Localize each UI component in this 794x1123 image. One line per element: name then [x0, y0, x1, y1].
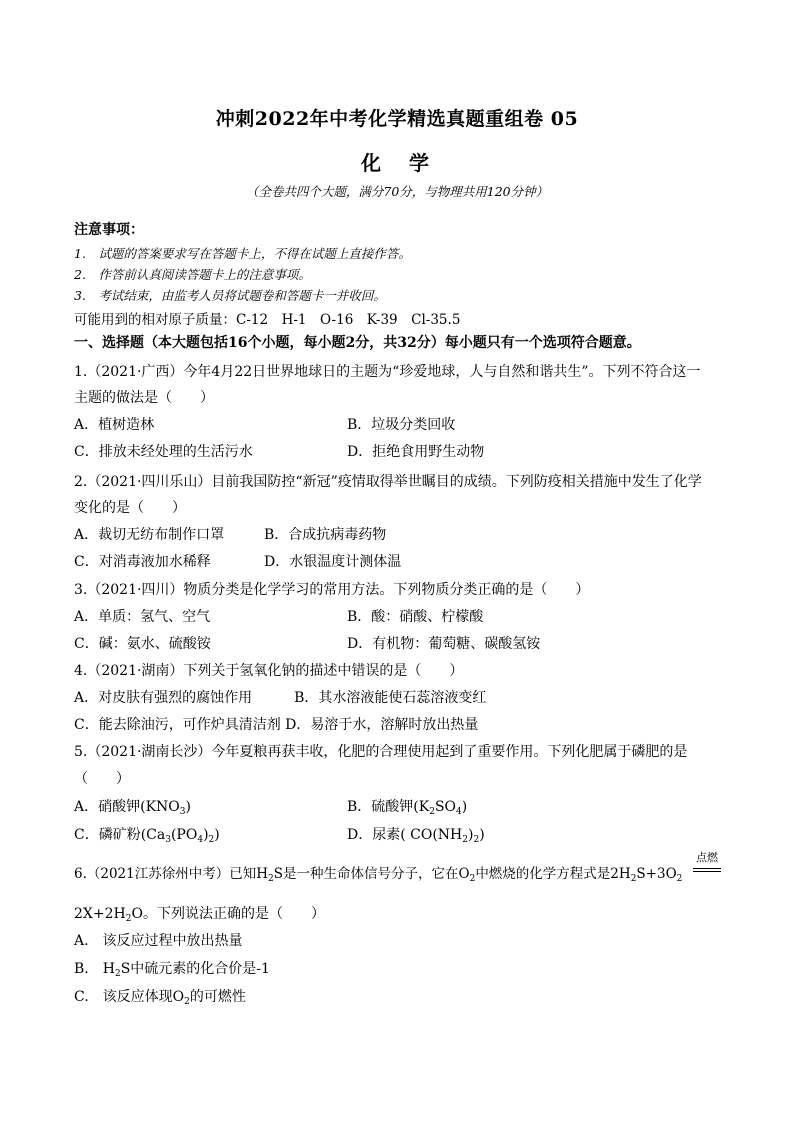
subject-title: 化 学	[361, 151, 433, 175]
q5-stem-line2: （ ）	[74, 771, 130, 787]
q1-option-a: A．植树造林	[74, 417, 155, 433]
q5-option-d: D．尿素( $CO(NH_2)_2$)	[347, 827, 485, 845]
q2-option-a: A．裁切无纺布制作口罩	[74, 527, 225, 543]
q1-options-row1	[74, 415, 724, 435]
notice-heading: 注意事项：	[74, 222, 144, 238]
q2-options-row2	[74, 552, 724, 572]
q1-options-row2	[74, 442, 724, 462]
q4-options-ab: A．对皮肤有强烈的腐蚀作用 B．其水溶液能使石蕊溶液变红	[74, 690, 487, 706]
reaction-condition-label: 点燃	[696, 851, 718, 864]
q5-option-b: B．硫酸钾$(K_2SO_4)$	[347, 799, 468, 817]
q5-options-row1	[74, 797, 724, 822]
section1-heading: 一、选择题（本大题包括16个小题，每小题2分，共32分）每小题只有一个选项符合题意。	[74, 335, 641, 351]
q6-stem-line1: 6.（2021江苏徐州中考）已知$H_2S$是一种生命体信号分子，它在$O_2$中燃烧的化学方程式是$2H_2S+3O_2$	[74, 866, 683, 884]
exam-info: （全卷共四个大题，满分70分，与物理共用120分钟）	[245, 184, 549, 199]
q3-option-d: D．有机物：葡萄糖、碳酸氢铵	[347, 636, 541, 652]
equation-equals-line-bottom	[693, 871, 721, 872]
q3-options-row2	[74, 634, 724, 654]
page-title: 冲刺2022年中考化学精选真题重组卷 05	[215, 108, 579, 130]
q5-option-a: A．硝酸钾$(KNO_3)$	[74, 799, 191, 817]
q2-option-d: D．水银温度计测体温	[264, 554, 402, 570]
q1-stem-line1: 1.（2021·广西）今年4月22日世界地球日的主题为“珍爱地球，人与自然和谐共生”。下列不符合这一	[74, 364, 701, 380]
q2-options-row1	[74, 525, 724, 545]
q6-stem-line2: $2X+2H_2O$。下列说法正确的是（ ）	[74, 906, 325, 924]
q5-stem-line1: 5.（2021·湖南长沙）今年夏粮再获丰收，化肥的合理使用起到了重要作用。下列化肥属于磷肥的是	[74, 744, 688, 760]
q6-option-c: C. 该反应体现$O_2$的可燃性	[74, 989, 246, 1007]
notice-item-2: 2. 作答前认真阅读答题卡上的注意事项。	[74, 267, 311, 282]
q2-option-b: B．合成抗病毒药物	[264, 527, 387, 543]
q2-option-c: C．对消毒液加水稀释	[74, 554, 211, 570]
equation-equals-line-top	[693, 868, 721, 869]
q2-stem-line2: 变化的是（ ）	[74, 500, 186, 516]
q1-option-b: B．垃圾分类回收	[347, 417, 456, 433]
q1-stem-line2: 主题的做法是（ ）	[74, 390, 214, 406]
notice-item-3: 3. 考试结束，由监考人员将试题卷和答题卡一并收回。	[74, 288, 386, 303]
notice-item-1: 1. 试题的答案要求写在答题卡上，不得在试题上直接作答。	[74, 246, 411, 261]
q3-options-row1	[74, 607, 724, 627]
q3-option-c: C．碱：氨水、硫酸铵	[74, 636, 211, 652]
q2-stem-line1: 2.（2021·四川乐山）目前我国防控“新冠”疫情取得举世瞩目的成绩。下列防疫相关措施中发生了化学	[74, 474, 702, 490]
q3-stem: 3.（2021·四川）物质分类是化学学习的常用方法。下列物质分类正确的是（ ）	[74, 582, 590, 598]
q4-options-cd: C．能去除油污，可作炉具清洁剂 D．易溶于水，溶解时放出热量	[74, 717, 479, 733]
q3-option-a: A．单质：氢气、空气	[74, 609, 211, 625]
q3-option-b: B．酸：硝酸、柠檬酸	[347, 609, 484, 625]
q6-option-a: A. 该反应过程中放出热量	[74, 933, 243, 949]
atomic-masses: 可能用到的相对原子质量：C-12 H-1 O-16 K-39 Cl-35.5	[74, 312, 461, 328]
q5-option-c: C．磷矿粉$(Ca_3(PO_4)_2)$	[74, 827, 220, 845]
q6-option-b: B. $H_2S$中硫元素的化合价是-1	[74, 961, 270, 979]
q1-option-c: C．排放未经处理的生活污水	[74, 444, 253, 460]
q4-stem: 4.（2021·湖南）下列关于氢氧化钠的描述中错误的是（ ）	[74, 663, 464, 679]
q5-options-row2	[74, 825, 724, 850]
q1-option-d: D．拒绝食用野生动物	[347, 444, 485, 460]
